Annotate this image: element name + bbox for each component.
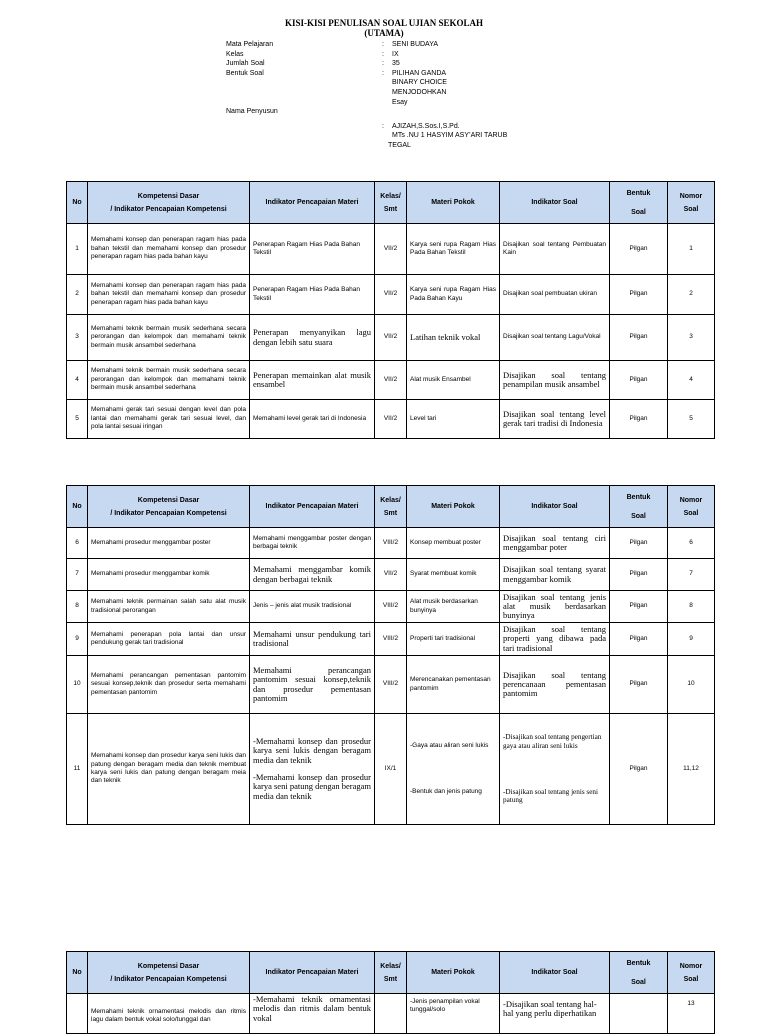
meta-value: SENI BUDAYA xyxy=(392,41,439,48)
cell-indikator-materi: Memahami menggambar poster dengan berbagai teknik xyxy=(250,528,375,559)
table-row xyxy=(67,400,715,439)
cell-indikator-soal xyxy=(500,714,610,825)
col-kelas: Kelas/ Smt xyxy=(375,182,407,224)
cell-no: 11 xyxy=(67,714,88,825)
cell-nomor: 11,12 xyxy=(668,714,715,825)
cell-nomor: 3 xyxy=(668,315,715,361)
kisi-table-1 xyxy=(66,181,715,439)
cell-indikator-soal: Disajikan soal tentang ciri menggambar poter xyxy=(500,528,610,559)
cell-materi: Properti tari tradisional xyxy=(407,623,500,656)
cell-nomor: 7 xyxy=(668,559,715,591)
col-bentuk: Bentuk Soal xyxy=(610,952,668,994)
cell-materi: Alat musik Ensambel xyxy=(407,361,500,400)
cell-kelas: VII/2 xyxy=(375,315,407,361)
cell-no: 1 xyxy=(67,224,88,275)
table-header-row xyxy=(67,182,715,224)
cell-bentuk: Pilgan xyxy=(610,315,668,361)
col-materi: Materi Pokok xyxy=(407,486,500,528)
document-title: KISI-KISI PENULISAN SOAL UJIAN SEKOLAH xyxy=(284,18,484,28)
cell-nomor: 9 xyxy=(668,623,715,656)
cell-kompetensi: Memahami prosedur menggambar poster xyxy=(88,528,250,559)
col-materi: Materi Pokok xyxy=(407,182,500,224)
cell-nomor: 10 xyxy=(668,656,715,714)
materi-b: -Bentuk dan jenis patung xyxy=(410,788,482,795)
cell-indikator-materi: Memahami perancangan pantomim sesuai konsep,teknik dan prosedur pementasan pantomim xyxy=(250,656,375,714)
col-bentuk: Bentuk Soal xyxy=(610,486,668,528)
cell-kompetensi: Memahami gerak tari sesuai dengan level dan pola lantai dan memahami gerak tari sesuai level, dan pola lantai sesuai iringan xyxy=(88,400,250,439)
cell-indikator-soal: Disajikan soal tentang Lagu/Vokal xyxy=(500,315,610,361)
cell-kelas: IX/1 xyxy=(375,714,407,825)
cell-no: 3 xyxy=(67,315,88,361)
cell-materi: -Jenis penampilan vokal tunggal/solo xyxy=(407,994,500,1034)
meta-value: Esay xyxy=(392,98,408,106)
col-indikator-soal: Indikator Soal xyxy=(500,952,610,994)
cell-bentuk: Pilgan xyxy=(610,591,668,623)
cell-kompetensi: Memahami teknik permainan salah satu alat musik tradisional perorangan xyxy=(88,591,250,623)
table-row xyxy=(67,559,715,591)
table-row xyxy=(67,528,715,559)
col-kelas: Kelas/ Smt xyxy=(375,952,407,994)
cell-kelas: VII/2 xyxy=(375,224,407,275)
table-header-row xyxy=(67,486,715,528)
col-indikator-materi: Indikator Pencapaian Materi xyxy=(250,182,375,224)
meta-label: Nama Penyusun xyxy=(226,108,278,116)
meta-value: IX xyxy=(392,50,399,58)
cell-kompetensi: Memahami penerapan pola lantai dan unsur pendukung gerak tari tradisional xyxy=(88,623,250,656)
cell-indikator-materi: Memahami unsur pendukung tari tradisional xyxy=(250,623,375,656)
col-no: No xyxy=(67,952,88,994)
cell-materi xyxy=(407,714,500,825)
cell-indikator-soal: Disajikan soal tentang perencanaan pementasan pantomim xyxy=(500,656,610,714)
col-nomor: Nomor Soal xyxy=(668,182,715,224)
cell-indikator-materi: Penerapan Ragam Hias Pada Bahan Tekstil xyxy=(250,224,375,275)
col-kompetensi: Kompetensi Dasar / Indikator Pencapaian Kompetensi xyxy=(88,486,250,528)
meta-label: Mata Pelajaran xyxy=(226,41,274,48)
table-row xyxy=(67,361,715,400)
table-row xyxy=(67,315,715,361)
cell-no: 7 xyxy=(67,559,88,591)
cell-kompetensi: Memahami prosedur menggambar komik xyxy=(88,559,250,591)
cell-indikator-soal: Disajikan soal tentang properti yang dibawa pada tari tradisional xyxy=(500,623,610,656)
cell-no: 9 xyxy=(67,623,88,656)
cell-no: 8 xyxy=(67,591,88,623)
cell-kelas: VIII/2 xyxy=(375,623,407,656)
cell-indikator-soal: Disajikan soal pembuatan ukiran xyxy=(500,275,610,315)
cell-no: 6 xyxy=(67,528,88,559)
cell-indikator-materi xyxy=(250,714,375,825)
table-row xyxy=(67,994,715,1034)
meta-label: Kelas xyxy=(226,50,244,58)
cell-bentuk: Pilgan xyxy=(610,623,668,656)
col-nomor: Nomor Soal xyxy=(668,486,715,528)
table-row xyxy=(67,591,715,623)
cell-indikator-soal: Disajikan soal tentang syarat menggambar komik xyxy=(500,559,610,591)
cell-indikator-materi: Jenis – jenis alat musik tradisional xyxy=(250,591,375,623)
cell-kelas: VIII/2 xyxy=(375,528,407,559)
cell-no: 4 xyxy=(67,361,88,400)
cell-indikator-materi: -Memahami teknik ornamentasi melodis dan ritmis dalam bentuk vokal xyxy=(250,994,375,1034)
cell-bentuk: Pilgan xyxy=(610,559,668,591)
cell-no: 10 xyxy=(67,656,88,714)
cell-kelas: VII/2 xyxy=(375,559,407,591)
cell-nomor: 2 xyxy=(668,275,715,315)
indikator-soal-b: -Disajikan soal tentang jenis seni patung xyxy=(503,788,599,805)
cell-nomor: 5 xyxy=(668,400,715,439)
cell-indikator-materi: Penerapan menyanyikan lagu dengan lebih satu suara xyxy=(250,315,375,361)
col-materi: Materi Pokok xyxy=(407,952,500,994)
meta-label: Bentuk Soal xyxy=(226,69,264,77)
cell-bentuk: Pilgan xyxy=(610,528,668,559)
kisi-table-2 xyxy=(66,485,715,825)
cell-materi: Karya seni rupa Ragam Hias Pada Bahan Tekstil xyxy=(407,224,500,275)
cell-bentuk: Pilgan xyxy=(610,400,668,439)
col-no: No xyxy=(67,486,88,528)
table-header-row xyxy=(67,952,715,994)
cell-kelas: VII/2 xyxy=(375,361,407,400)
meta-value: PILIHAN GANDA xyxy=(392,69,447,77)
cell-indikator-soal: -Disajikan soal tentang hal-hal yang perlu diperhatikan xyxy=(500,994,610,1034)
cell-kompetensi: Memahami perancangan pementasan pantomim sesuai konsep,teknik dan prosedur serta memahami pementasan pantomim xyxy=(88,656,250,714)
cell-nomor: 4 xyxy=(668,361,715,400)
cell-kompetensi: Memahami konsep dan penerapan ragam hias pada bahan tekstil dan memahami konsep dan prosedur penerapan ragam hias pada bahan kayu xyxy=(88,224,250,275)
cell-kelas: VIII/2 xyxy=(375,656,407,714)
cell-indikator-soal: Disajikan soal tentang level gerak tari tradisi di Indonesia xyxy=(500,400,610,439)
cell-indikator-materi: Penerapan Ragam Hias Pada Bahan Tekstil xyxy=(250,275,375,315)
cell-kelas: VII/2 xyxy=(375,275,407,315)
col-indikator-materi: Indikator Pencapaian Materi xyxy=(250,952,375,994)
cell-bentuk: Pilgan xyxy=(610,275,668,315)
cell-materi: Karya seni rupa Ragam Hias Pada Bahan Kayu xyxy=(407,275,500,315)
col-kelas: Kelas/ Smt xyxy=(375,486,407,528)
table-row xyxy=(67,623,715,656)
materi-a: -Gaya atau aliran seni lukis xyxy=(410,741,489,749)
meta-value: BINARY CHOICE xyxy=(392,79,447,87)
cell-indikator-materi: Penerapan memainkan alat musik ensambel xyxy=(250,361,375,400)
indikator-materi-b: -Memahami konsep dan prosedur karya seni patung dengan beragam media dan teknik xyxy=(253,772,372,801)
col-no: No xyxy=(67,182,88,224)
cell-materi: Konsep membuat poster xyxy=(407,528,500,559)
col-indikator-soal: Indikator Soal xyxy=(500,486,610,528)
meta-value: MTs .NU 1 HASYIM ASY’ARI TARUB xyxy=(392,132,508,140)
cell-indikator-soal: Disajikan soal tentang jenis alat musik berdasarkan bunyinya xyxy=(500,591,610,623)
cell-bentuk: Pilgan xyxy=(610,656,668,714)
meta-label: Jumlah Soal xyxy=(226,60,265,68)
cell-no: 2 xyxy=(67,275,88,315)
col-indikator-soal: Indikator Soal xyxy=(500,182,610,224)
col-bentuk: Bentuk Soal xyxy=(610,182,668,224)
cell-no: 5 xyxy=(67,400,88,439)
table-row xyxy=(67,275,715,315)
indikator-soal-a: -Disajikan soal tentang pengertian gaya atau aliran seni lukis xyxy=(503,733,602,750)
meta-value: 35 xyxy=(392,60,400,68)
cell-no xyxy=(67,994,88,1034)
table-row xyxy=(67,656,715,714)
document-subtitle: (UTAMA) xyxy=(364,28,404,38)
meta-value: TEGAL xyxy=(388,141,411,149)
kisi-table-3 xyxy=(66,951,715,1034)
cell-materi: Syarat membuat komik xyxy=(407,559,500,591)
cell-kelas: VIII/2 xyxy=(375,591,407,623)
col-indikator-materi: Indikator Pencapaian Materi xyxy=(250,486,375,528)
table-row xyxy=(67,714,715,825)
cell-bentuk: Pilgan xyxy=(610,224,668,275)
cell-kompetensi: Memahami teknik bermain musik sederhana secara perorangan dan kelompok dan memahami teknik bermain musik ansambel sederhana xyxy=(88,361,250,400)
col-kompetensi: Kompetensi Dasar / Indikator Pencapaian Kompetensi xyxy=(88,952,250,994)
cell-kelas xyxy=(375,994,407,1034)
cell-indikator-materi: Memahami level gerak tari di Indonesia xyxy=(250,400,375,439)
cell-bentuk: Pilgan xyxy=(610,361,668,400)
cell-kompetensi: Memahami konsep dan prosedur karya seni lukis dan patung dengan beragam media dan teknik membuat karya seni lukis dan patung dengan beragam meia dan teknik xyxy=(88,714,250,825)
cell-indikator-soal: Disajikan soal tentang penampilan musik ansambel xyxy=(500,361,610,400)
cell-kompetensi: Memahami teknik bermain musik sederhana secara perorangan dan kelompok dan memahami teknik bermain musik ansambel sederhana xyxy=(88,315,250,361)
indikator-materi-a: -Memahami konsep dan prosedur karya seni lukis dengan beragam media dan teknik xyxy=(253,736,371,765)
cell-nomor: 8 xyxy=(668,591,715,623)
cell-nomor: 1 xyxy=(668,224,715,275)
cell-indikator-soal: Disajikan soal tentang Pembuatan Kain xyxy=(500,224,610,275)
cell-kelas: VII/2 xyxy=(375,400,407,439)
col-kompetensi: Kompetensi Dasar / Indikator Pencapaian Kompetensi xyxy=(88,182,250,224)
cell-materi: Level tari xyxy=(407,400,500,439)
cell-materi: Merencanakan pementasan pantomim xyxy=(407,656,500,714)
meta-value: MENJODOHKAN xyxy=(392,88,447,96)
cell-materi: Latihan teknik vokal xyxy=(407,315,500,361)
meta-value: AJIZAH,S.Sos.I,S.Pd. xyxy=(392,122,460,130)
cell-materi: Alat musik berdasarkan bunyinya xyxy=(407,591,500,623)
cell-kompetensi: Memahami konsep dan penerapan ragam hias pada bahan tekstil dan memahami konsep dan prosedur penerapan ragam hias pada bahan kayu xyxy=(88,275,250,315)
col-nomor: Nomor Soal xyxy=(668,952,715,994)
cell-bentuk xyxy=(610,994,668,1034)
cell-bentuk: Pilgan xyxy=(610,714,668,825)
cell-indikator-materi: Memahami menggambar komik dengan berbagai teknik xyxy=(250,559,375,591)
cell-nomor: 13 xyxy=(668,994,715,1034)
cell-kompetensi: Memahami teknik ornamentasi melodis dan ritmis lagu dalam bentuk vokal solo/tunggal dan xyxy=(88,994,250,1034)
table-row xyxy=(67,224,715,275)
cell-nomor: 6 xyxy=(668,528,715,559)
